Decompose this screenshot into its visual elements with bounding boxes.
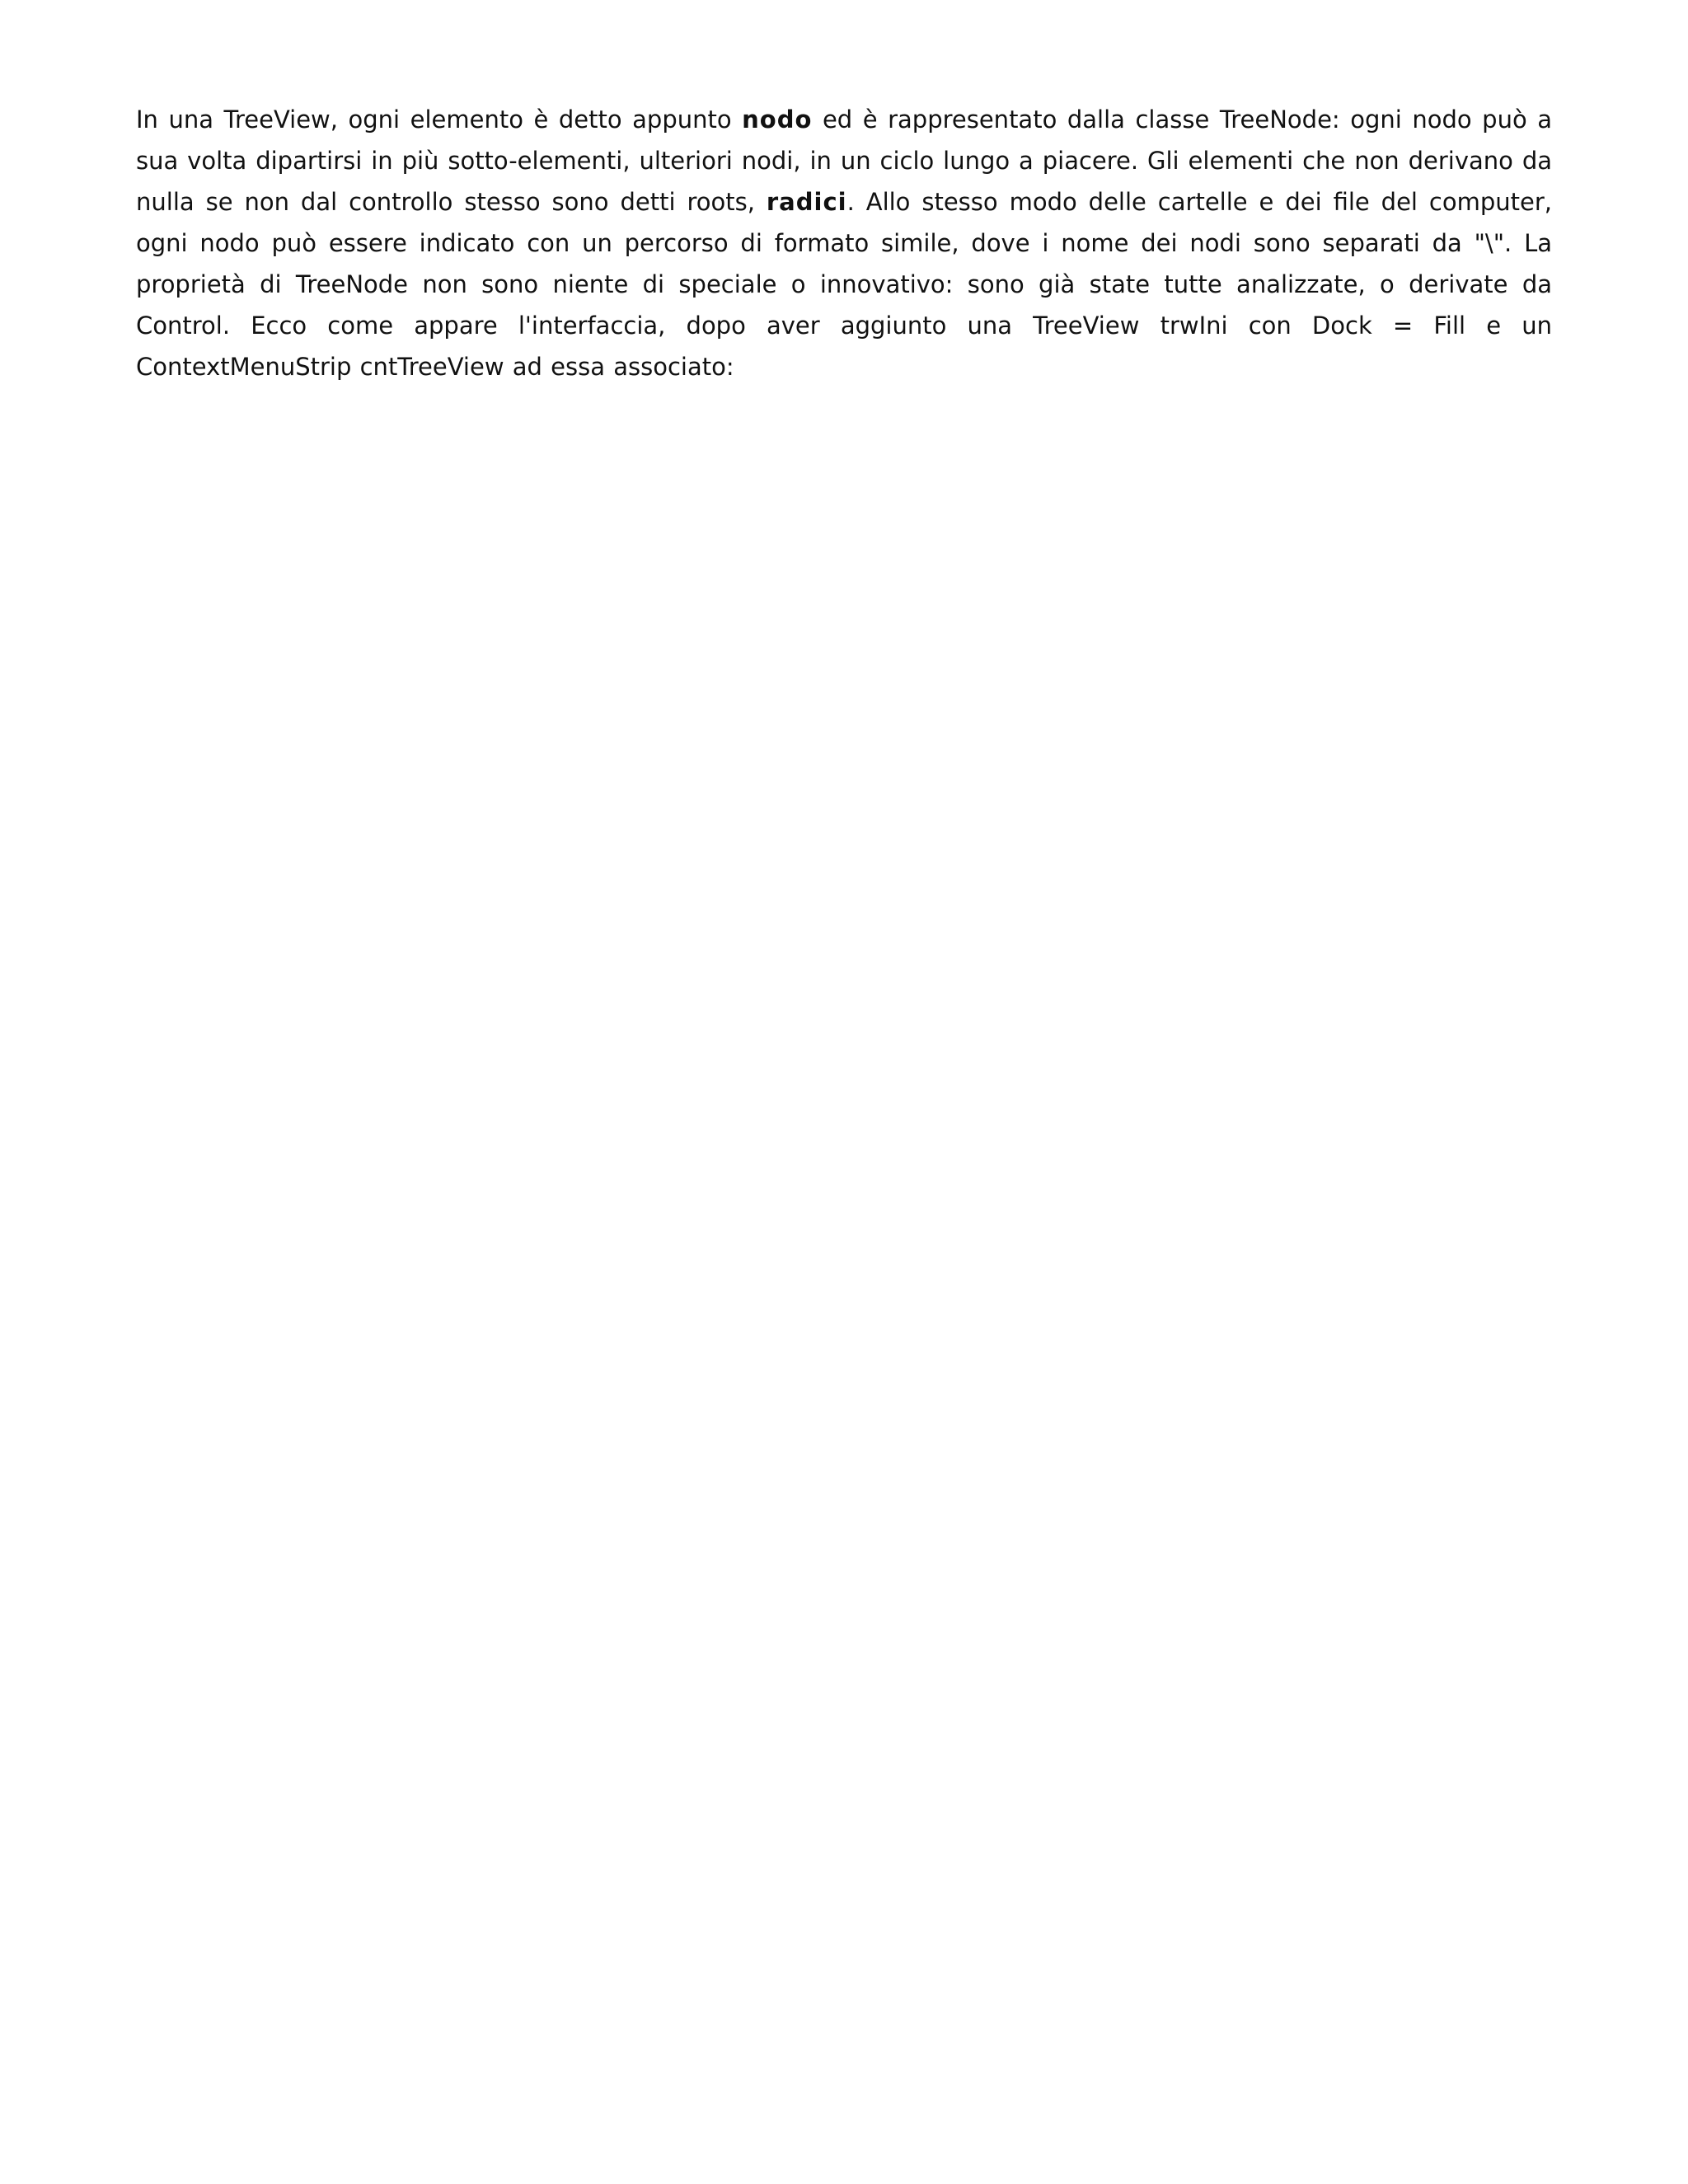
paragraph-text-3: . Allo stesso modo delle cartelle e dei file del computer, ogni nodo può essere indicato con un percorso di formato simile, dove i nome dei nodi sono separati da "\". La proprietà di TreeNode non sono niente di speciale o innovativo: sono già state tutte analizzate, o derivate da Control. Ecco come appare l'interfaccia, dopo aver aggiunto una TreeView trwIni con Dock = Fill e un ContextMenuStrip cntTreeView ad essa associato:	[136, 188, 1552, 381]
paragraph-text-2: ed è rappresentato dalla classe TreeNode: ogni nodo può a sua volta dipartirsi in più sotto-elementi, ulteriori nodi, in un ciclo lungo a piacere. Gli elementi che non derivano da nulla se non dal controllo stesso sono detti roots,	[136, 105, 1552, 216]
term-radici: radici	[766, 188, 847, 216]
body-paragraph	[136, 99, 1552, 387]
paragraph-text-1: In una TreeView, ogni elemento è detto appunto	[136, 105, 743, 134]
term-nodo: nodo	[742, 105, 813, 134]
